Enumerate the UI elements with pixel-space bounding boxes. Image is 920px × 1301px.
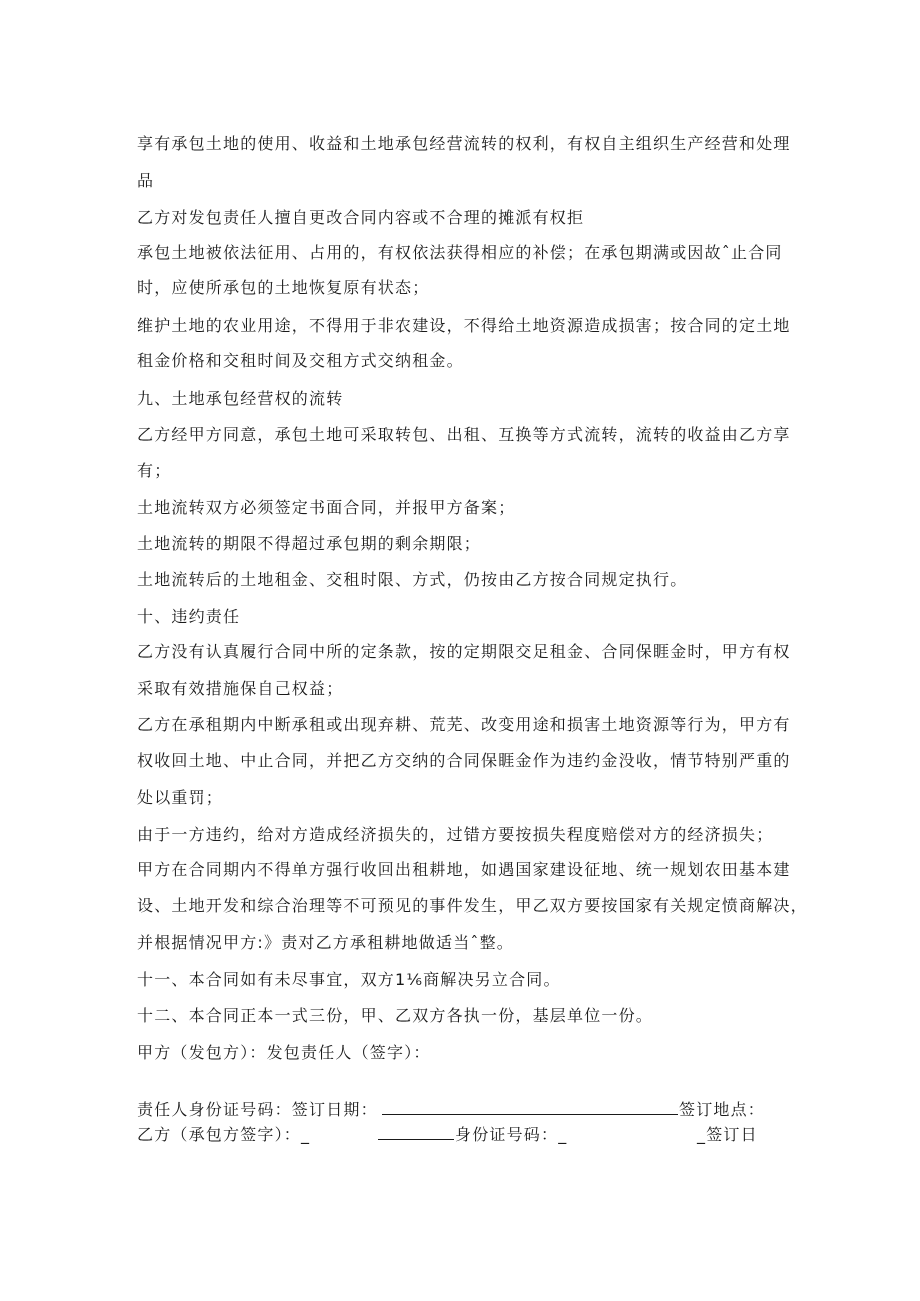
text-line: 土地流转双方必须签定书面合同，并报甲方备案； — [137, 498, 516, 517]
text-line: 品 — [137, 171, 155, 190]
text-line: 设、土地开发和综合治理等不可预见的事件发生，甲乙双方要按国家有关规定愤商解决， — [137, 896, 808, 915]
party-a-line: 甲方（发包方）：发包责任人（签字）： — [137, 1043, 431, 1062]
party-b-signature-blank — [378, 1139, 454, 1140]
text-line: 权收回土地、中止合同，并把乙方交纳的合同保睚金作为违约金没收，情节特别严重的 — [137, 751, 791, 770]
party-b-date-label: _签订日 — [697, 1125, 758, 1144]
text-line: 有； — [137, 461, 172, 480]
text-line: 享有承包土地的使用、收益和土地承包经营流转的权利，有权自主组织生产经营和处理 — [137, 134, 791, 153]
text-line: 甲方在合同期内不得单方强行收回出租耕地，如遇国家建设征地、统一规划农田基本建 — [137, 860, 791, 879]
party-b-id-label: 身份证号码：_ — [455, 1125, 568, 1144]
section-heading: 九、土地承包经营权的流转 — [137, 389, 344, 408]
signature-place-label: 签订地点： — [679, 1100, 766, 1119]
text-line: 维护土地的农业用途，不得用于非农建设，不得给土地资源造成损害；按合同的定土地 — [137, 316, 791, 335]
text-line: 时，应使所承包的土地恢复原有状态； — [137, 278, 430, 297]
text-line: 乙方在承租期内中断承租或出现弃耕、荒芜、改变用途和损害土地资源等行为，甲方有 — [137, 715, 791, 734]
signature-date-blank — [382, 1114, 678, 1115]
text-line: 乙方没有认真履行合同中所的定条款，按的定期限交足租金、合同保睚金时，甲方有权 — [137, 642, 791, 661]
text-line: 租金价格和交租时间及交租方式交纳租金。 — [137, 351, 464, 370]
section-heading: 十一、本合同如有未尽事宜，双方1⅙商解决另立合同。 — [137, 970, 561, 989]
section-heading: 十二、本合同正本一式三份，甲、乙双方各执一份，基层单位一份。 — [137, 1006, 654, 1025]
text-line: 乙方经甲方同意，承包土地可采取转包、出租、互换等方式流转，流转的收益由乙方享 — [137, 425, 791, 444]
text-line: 采取有效措施保自己权益； — [137, 679, 344, 698]
text-line: 并根据情况甲方:》责对乙方承租耕地做适当ˆ整。 — [137, 933, 514, 952]
text-line: 土地流转后的土地租金、交租时限、方式，仍按由乙方按合同规定执行。 — [137, 570, 688, 589]
section-heading: 十、违约责任 — [137, 607, 241, 626]
text-line: 土地流转的期限不得超过承包期的剩余期限； — [137, 534, 482, 553]
text-line: 处以重罚； — [137, 788, 224, 807]
text-line: 由于一方违约，给对方造成经济损失的，过错方要按损失程度赔偿对方的经济损失； — [137, 825, 774, 844]
text-line: 承包土地被依法征用、占用的，有权依法获得相应的补偿；在承包期满或因故ˆ止合同 — [137, 243, 783, 262]
party-b-signature-label: 乙方（承包方签字）：_ — [137, 1125, 311, 1144]
signature-id-date-label: 责任人身份证号码：签订日期： — [137, 1100, 378, 1119]
text-line: 乙方对发包责任人擅自更改合同内容或不合理的摊派有权拒 — [137, 208, 585, 227]
